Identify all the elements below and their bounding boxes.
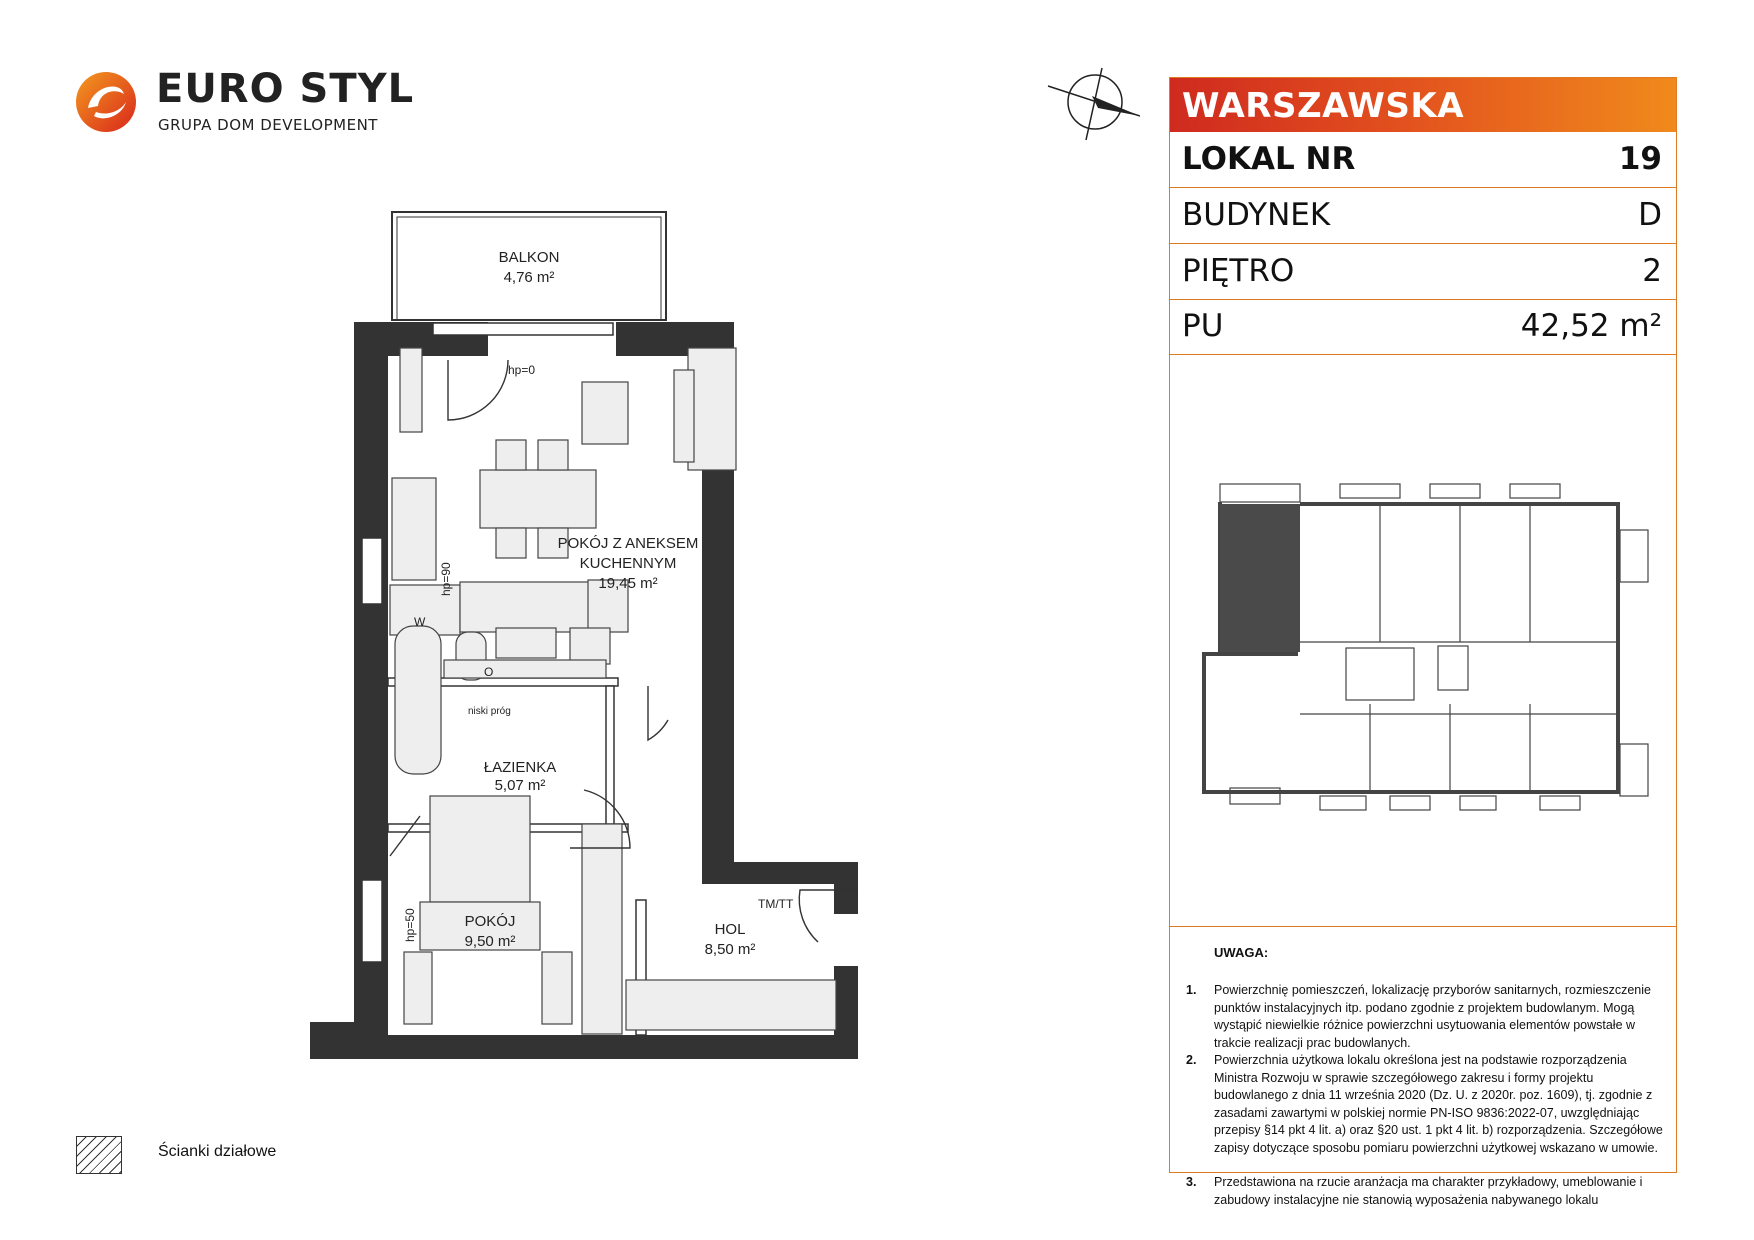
row-label: LOKAL NR	[1182, 141, 1356, 177]
annotation-o: O	[484, 665, 494, 679]
annotation-hp90: hp=90	[439, 562, 453, 596]
row-value: 19	[1618, 141, 1662, 177]
note-item	[1186, 1174, 1664, 1209]
building-floor-diagram	[1170, 354, 1676, 926]
room-pokoj-area: 9,50 m²	[464, 933, 516, 950]
note-item	[1186, 982, 1664, 1052]
floor-plan	[300, 200, 880, 1060]
legend-label: Ścianki działowe	[158, 1143, 277, 1160]
room-pokoj-aneks-name2: KUCHENNYM	[579, 555, 677, 572]
brand-subtitle: GRUPA DOM DEVELOPMENT	[158, 116, 378, 134]
note-number: 1.	[1186, 983, 1197, 997]
row-label: PU	[1182, 308, 1224, 344]
row-budynek	[1170, 188, 1676, 244]
selected-unit	[1220, 504, 1300, 652]
row-pu	[1170, 299, 1676, 355]
note-number: 3.	[1186, 1175, 1197, 1189]
annotation-w: W	[414, 615, 426, 629]
compass-icon	[1040, 66, 1140, 146]
notes-section	[1170, 926, 1676, 1207]
note-item	[1186, 1052, 1664, 1157]
room-lazienka-name: ŁAZIENKA	[483, 759, 557, 776]
panel-header	[1170, 78, 1676, 132]
brand-name: EURO STYL	[156, 66, 415, 112]
balcony	[392, 212, 666, 320]
row-label: PIĘTRO	[1182, 253, 1295, 289]
room-hol-area: 8,50 m²	[704, 941, 756, 958]
note-text: Przedstawiona na rzucie aranżacja ma charakter przykładowy, umeblowanie i zabudowy instalacyjne nie stanowią wyposażenia nabywanego lokalu	[1214, 1175, 1643, 1207]
legend-hatch-swatch	[76, 1136, 122, 1174]
notes-title: UWAGA:	[1214, 945, 1269, 960]
room-pokoj-aneks-area: 19,45 m²	[598, 575, 658, 592]
room-pokoj-aneks-name: POKÓJ Z ANEKSEM	[557, 535, 699, 552]
eurostyl-logo-icon	[74, 68, 144, 138]
room-balkon-name: BALKON	[498, 249, 560, 266]
note-text: Powierzchnię pomieszczeń, lokalizację przyborów sanitarnych, rozmieszczenie punktów instalacyjnych itp. podano zgodnie z projektem budowlanym. Mogą wystąpić niewielkie różnice powierzchni usytuowania elementów powstałe w trakcie realizacji prac budowlanych.	[1214, 983, 1651, 1050]
row-value: D	[1638, 197, 1662, 233]
annotation-hp0: hp=0	[508, 363, 536, 377]
info-panel	[1169, 77, 1677, 1207]
row-label: BUDYNEK	[1182, 197, 1331, 233]
row-pietro	[1170, 244, 1676, 300]
room-balkon-area: 4,76 m²	[503, 269, 555, 286]
room-lazienka-area: 5,07 m²	[494, 777, 546, 794]
row-value: 2	[1642, 253, 1662, 289]
note-text: Powierzchnia użytkowa lokalu określona jest na podstawie rozporządzenia Ministra Rozwoju w sprawie szczegółowego zakresu i formy projektu budowlanego z dnia 11 września 2020 (Dz. U. z 2020r. poz. 1609), tj. zgodnie z zasadami zawartymi w polskiej normie PN-ISO 9836:2022-07, uwzględniając przepisy §14 pkt 4 lit. a) oraz §20 ust. 1 pkt 4 lit. b) rozporządzenia. Szczegółowe zapisy dotyczące sposobu pomiaru powierzchni użytkowej wskazano w umowie.	[1214, 1053, 1663, 1155]
note-number: 2.	[1186, 1053, 1197, 1067]
row-value: 42,52 m²	[1520, 308, 1662, 344]
panel-title: WARSZAWSKA	[1182, 86, 1465, 126]
annotation-hp50: hp=50	[403, 908, 417, 942]
annotation-tmtt: TM/TT	[758, 897, 794, 911]
building-floor-thumbnail	[1170, 354, 1676, 927]
room-pokoj-name: POKÓJ	[464, 913, 516, 930]
annotation-niski-prog: niski próg	[468, 706, 511, 717]
room-hol-name: HOL	[714, 921, 746, 938]
row-lokal-nr	[1170, 132, 1676, 188]
